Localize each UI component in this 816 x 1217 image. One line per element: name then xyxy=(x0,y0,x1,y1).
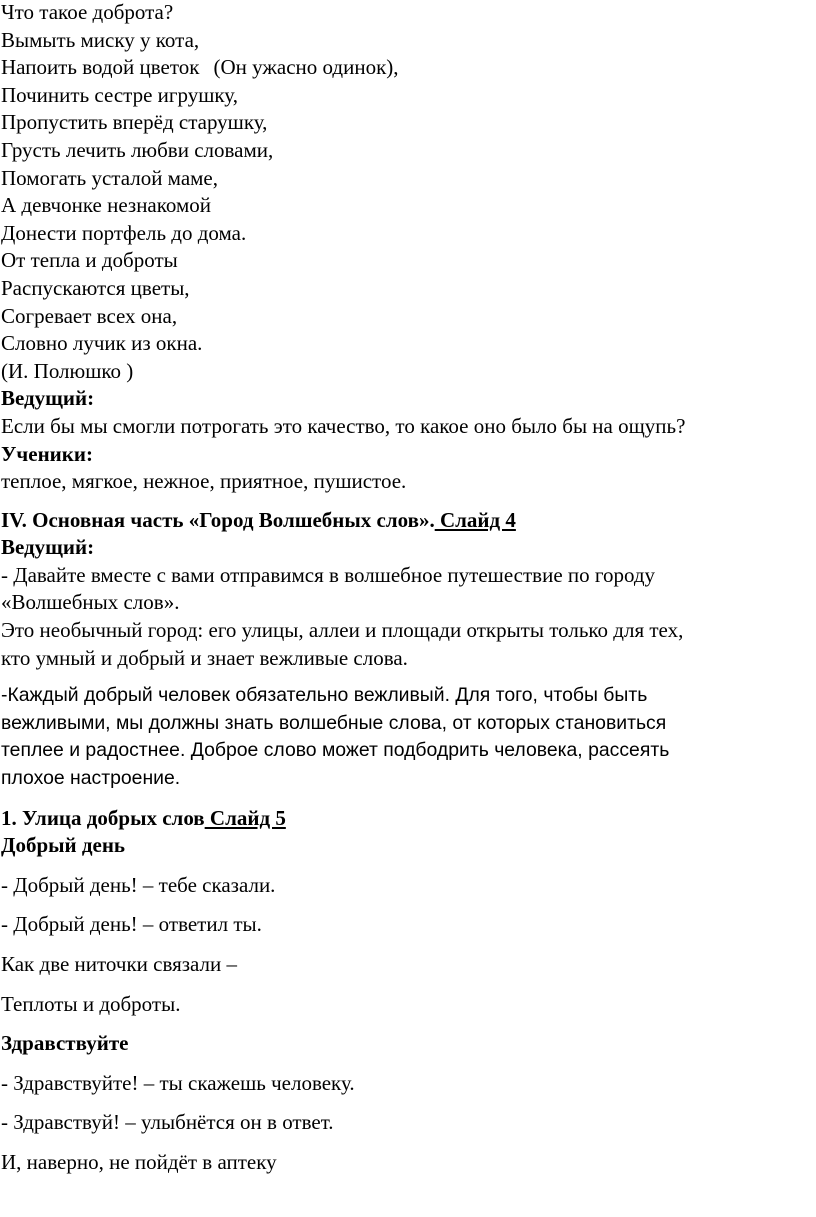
section-heading-text: IV. Основная часть «Город Волшебных слов». xyxy=(1,507,435,532)
poem-line: Грусть лечить любви словами, xyxy=(1,137,274,162)
dialog-block xyxy=(1,385,816,495)
students-label: Ученики: xyxy=(1,441,93,466)
street-heading xyxy=(1,805,816,833)
host-question: Если бы мы смогли потрогать это качество, то какое оно было бы на ощупь? xyxy=(1,413,686,438)
poem-line: И, наверно, не пойдёт в аптеку xyxy=(1,1149,277,1174)
slide-reference: Слайд 4 xyxy=(434,507,516,532)
poem-line: - Здравствуйте! – ты скажешь человеку. xyxy=(1,1070,355,1095)
subheading-good-day: Добрый день xyxy=(1,833,126,858)
poem-good-day xyxy=(1,872,816,1177)
poem-line: От тепла и доброты xyxy=(1,248,178,273)
paragraph-line: «Волшебных слов». xyxy=(1,590,180,615)
poem-title: Что такое доброта? xyxy=(1,0,174,24)
poem-line: Починить сестре игрушку, xyxy=(1,82,238,107)
poem-block xyxy=(1,0,816,385)
poem-line: Как две ниточки связали – xyxy=(1,952,238,976)
students-answer: теплое, мягкое, нежное, приятное, пушистое. xyxy=(1,469,407,494)
poem-line: Теплоты и доброты. xyxy=(1,991,181,1016)
section-main xyxy=(1,507,816,792)
paragraph-line: -Каждый добрый человек обязательно вежливый. Для того, чтобы быть xyxy=(1,684,648,707)
poem-line: Согревает всех она, xyxy=(1,303,178,328)
poem-line: А девчонке незнакомой xyxy=(1,193,212,218)
poem-line: Словно лучик из окна. xyxy=(1,331,203,356)
paragraph-line: кто умный и добрый и знает вежливые слова. xyxy=(1,645,408,670)
poem-line: - Добрый день! – ответил ты. xyxy=(1,912,262,937)
poem-line-part: (Он ужасно одинок), xyxy=(213,55,399,80)
paragraph-line: вежливыми, мы должны знать волшебные слова, от которых становиться xyxy=(1,711,667,734)
street-heading-text: 1. Улица добрых слов xyxy=(1,805,205,830)
poem-line: Помогать усталой маме, xyxy=(1,165,219,190)
section-heading xyxy=(1,507,816,535)
poem-author: (И. Полюшко ) xyxy=(1,358,134,383)
paragraph-line: теплее и радостнее. Доброе слово может подбодрить человека, рассеять xyxy=(1,739,670,762)
poem-line-part: Напоить водой цветок xyxy=(1,55,200,80)
poem-line xyxy=(1,54,816,82)
host-label: Ведущий: xyxy=(1,535,95,560)
host-label: Ведущий: xyxy=(1,386,95,411)
paragraph-line: плохое настроение. xyxy=(1,767,181,790)
poem-line: Вымыть миску у кота, xyxy=(1,27,200,52)
poem-line: Пропустить вперёд старушку, xyxy=(1,110,268,135)
poem-line: - Добрый день! – тебе сказали. xyxy=(1,872,276,897)
sans-paragraph xyxy=(1,681,816,791)
street-section xyxy=(1,805,816,1177)
poem-line: - Здравствуй! – улыбнётся он в ответ. xyxy=(1,1110,334,1135)
slide-reference: Слайд 5 xyxy=(204,805,286,830)
paragraph-line: - Давайте вместе с вами отправимся в волшебное путешествие по городу xyxy=(1,562,656,587)
poem-line: Донести портфель до дома. xyxy=(1,220,247,245)
paragraph-line: Это необычный город: его улицы, аллеи и площади открыты только для тех, xyxy=(1,618,684,643)
subheading-hello: Здравствуйте xyxy=(1,1031,129,1056)
poem-line: Распускаются цветы, xyxy=(1,275,190,300)
